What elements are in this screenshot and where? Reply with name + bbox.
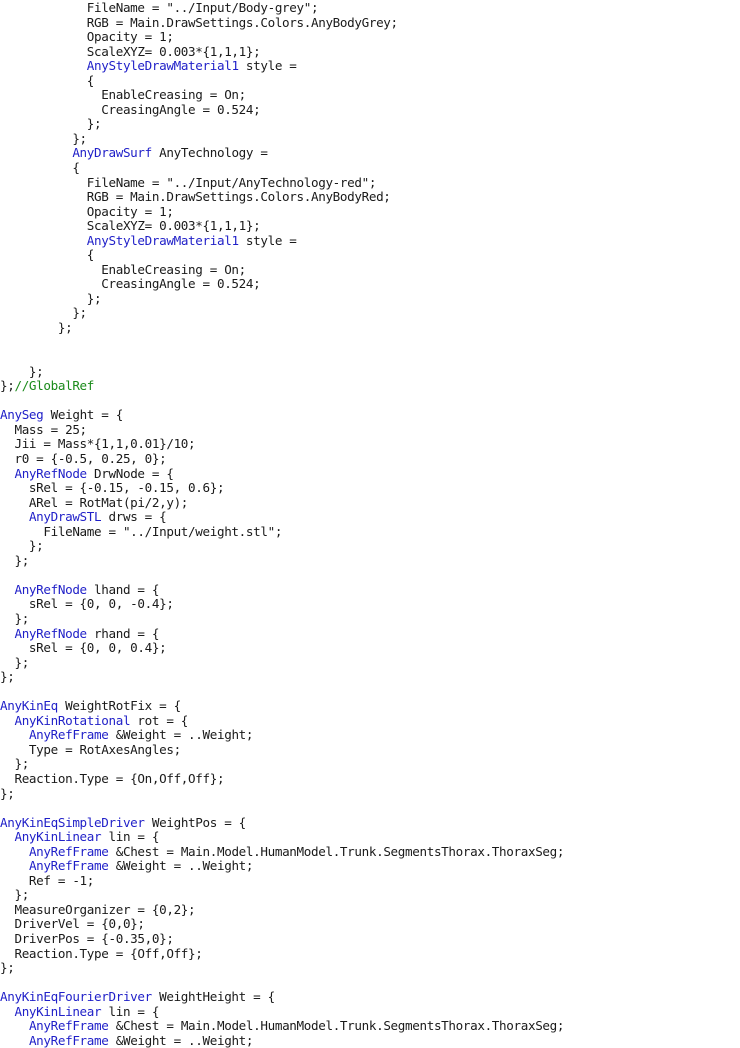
code-token: }; [0,552,29,568]
code-token [0,1018,29,1033]
code-line [0,888,740,903]
code-line [0,88,740,103]
code-line [0,496,740,511]
code-keyword: AnyRefNode [14,465,87,481]
code-token: Reaction.Type = {Off,Off}; [0,945,203,961]
code-line [0,539,740,554]
code-token: WeightRotFix = { [57,698,181,714]
code-line [0,277,740,292]
code-token: Jii = Mass*{1,1,0.01}/10; [0,436,196,452]
code-token [0,713,14,728]
code-token: { [0,247,95,263]
code-token: ARel = RotMat(pi/2,y); [0,494,189,510]
code-token: sRel = {0, 0, 0.4}; [0,640,167,656]
code-token: }; [0,960,15,976]
code-token [0,626,14,641]
code-line [0,74,740,89]
code-line [0,816,740,831]
code-line [0,394,740,409]
code-token: lhand = { [86,581,160,597]
code-token [0,844,29,859]
code-line [0,481,740,496]
code-token: lin = { [101,829,160,845]
code-keyword: AnyKinEqFourierDriver [0,989,152,1005]
code-token: Opacity = 1; [0,29,174,45]
code-line [0,161,740,176]
code-line [0,306,740,321]
code-line [0,452,740,467]
code-token: rot = { [130,712,189,728]
code-line [0,59,740,74]
code-line [0,219,740,234]
code-token: AnyTechnology = [151,145,268,161]
code-token: }; [0,320,73,336]
code-line [0,845,740,860]
code-line [0,947,740,962]
code-line [0,408,740,423]
code-line [0,1019,740,1034]
code-token: r0 = {-0.5, 0.25, 0}; [0,450,167,466]
code-line [0,365,740,380]
code-line [0,685,740,700]
code-token [0,858,29,873]
code-line [0,1034,740,1048]
code-keyword: AnyRefNode [14,581,87,597]
code-keyword: AnyStyleDrawMaterial1 [86,232,239,248]
code-line [0,874,740,889]
code-token: WeightHeight = { [151,989,275,1005]
code-line [0,16,740,31]
code-line [0,350,740,365]
code-line [0,30,740,45]
code-keyword: AnySeg [0,407,44,423]
code-keyword: AnyRefFrame [28,1018,109,1034]
code-token: CreasingAngle = 0.524; [0,276,261,292]
code-token: }; [0,756,29,772]
code-keyword: AnyStyleDrawMaterial1 [86,58,239,74]
code-line [0,554,740,569]
code-keyword: AnyKinLinear [14,829,102,845]
code-line [0,627,740,642]
code-line [0,45,740,60]
code-token: sRel = {0, 0, -0.4}; [0,596,174,612]
code-line [0,103,740,118]
code-token: drws = { [101,509,167,525]
code-token: ScaleXYZ= 0.003*{1,1,1}; [0,218,261,234]
code-token [0,582,14,597]
code-token: style = [238,58,297,74]
code-line [0,146,740,161]
code-line [0,728,740,743]
code-token: MeasureOrganizer = {0,2}; [0,901,196,917]
code-token: DriverVel = {0,0}; [0,916,145,932]
code-line [0,117,740,132]
code-line [0,176,740,191]
code-token [0,145,72,160]
code-token: CreasingAngle = 0.524; [0,101,261,117]
code-token: Type = RotAxesAngles; [0,741,181,757]
code-line [0,801,740,816]
code-line [0,1,740,16]
code-token: }; [0,887,29,903]
code-line [0,583,740,598]
code-keyword: AnyRefFrame [28,1032,109,1048]
code-line [0,670,740,685]
code-token: }; [0,654,29,670]
code-token [0,1004,14,1019]
code-token: sRel = {-0.15, -0.15, 0.6}; [0,480,225,496]
code-line [0,437,740,452]
code-token: DriverPos = {-0.35,0}; [0,931,174,946]
code-token: }; [0,305,87,321]
code-line [0,612,740,627]
code-line [0,234,740,249]
code-line [0,830,740,845]
code-line [0,321,740,336]
code-line [0,961,740,976]
code-token [0,727,29,742]
code-token: &Chest = Main.Model.HumanModel.Trunk.SegmentsThorax.ThoraxSeg; [108,843,565,859]
code-line [0,597,740,612]
code-token: FileName = "../Input/weight.stl"; [0,523,283,539]
code-token: Weight = { [43,407,123,423]
code-token [0,509,29,524]
code-line [0,976,740,991]
code-token: Ref = -1; [0,872,95,888]
code-line [0,787,740,802]
code-token: }; [0,785,15,801]
code-line [0,568,740,583]
code-token [0,1033,29,1048]
code-keyword: AnyRefFrame [28,843,109,859]
code-token: &Weight = ..Weight; [108,727,254,743]
code-line [0,772,740,787]
code-text-area[interactable] [0,1,740,1048]
code-token: lin = { [101,1003,160,1019]
code-line [0,510,740,525]
code-token: RGB = Main.DrawSettings.Colors.AnyBodyRed; [0,189,391,205]
code-token: EnableCreasing = On; [0,87,246,103]
code-line [0,699,740,714]
code-token: }; [0,290,102,306]
code-line [0,379,740,394]
code-line [0,292,740,307]
code-keyword: AnyKinEq [0,698,58,714]
code-line [0,903,740,918]
code-token: &Weight = ..Weight; [108,858,254,874]
code-token [0,58,87,73]
code-line [0,248,740,263]
code-token [0,466,14,481]
code-comment: //GlobalRef [14,378,95,394]
code-token: }; [0,130,87,146]
code-token: }; [0,538,44,554]
code-line [0,190,740,205]
code-token [0,829,14,844]
code-keyword: AnyKinEqSimpleDriver [0,814,145,830]
code-keyword: AnyDrawSurf [72,145,152,161]
code-keyword: AnyRefNode [14,625,87,641]
code-token: FileName = "../Input/Body-grey"; [0,0,319,15]
code-token: FileName = "../Input/AnyTechnology-red"; [0,174,377,190]
code-line [0,205,740,220]
code-line [0,641,740,656]
code-keyword: AnyKinLinear [14,1003,102,1019]
code-token: }; [0,363,44,379]
code-token: style = [238,232,297,248]
code-line [0,525,740,540]
code-token: EnableCreasing = On; [0,261,246,277]
code-line [0,467,740,482]
code-line [0,859,740,874]
code-line [0,917,740,932]
code-line [0,757,740,772]
code-token: { [0,160,80,176]
code-line [0,714,740,729]
code-keyword: AnyRefFrame [28,858,109,874]
code-token: rhand = { [86,625,160,641]
code-line [0,263,740,278]
code-token: Reaction.Type = {On,Off,Off}; [0,770,225,786]
code-token: WeightPos = { [144,814,246,830]
code-line [0,990,740,1005]
code-token: { [0,72,95,88]
code-token: RGB = Main.DrawSettings.Colors.AnyBodyGrey; [0,14,398,30]
code-token: DrwNode = { [86,465,174,481]
code-keyword: AnyKinRotational [14,712,131,728]
code-line [0,336,740,351]
code-token: }; [0,610,29,626]
code-line [0,1005,740,1020]
code-token [0,233,87,248]
code-token: Opacity = 1; [0,203,174,219]
code-line [0,132,740,147]
code-token: Mass = 25; [0,421,87,437]
code-token: ScaleXYZ= 0.003*{1,1,1}; [0,43,261,59]
code-token: &Chest = Main.Model.HumanModel.Trunk.SegmentsThorax.ThoraxSeg; [108,1018,565,1034]
code-line [0,743,740,758]
code-keyword: AnyRefFrame [28,727,109,743]
code-keyword: AnyDrawSTL [28,509,102,525]
code-line [0,656,740,671]
code-token: }; [0,378,15,394]
code-line [0,423,740,438]
code-token: &Weight = ..Weight; [108,1032,254,1048]
code-token: }; [0,669,15,685]
code-line [0,932,740,947]
code-token: }; [0,116,102,132]
